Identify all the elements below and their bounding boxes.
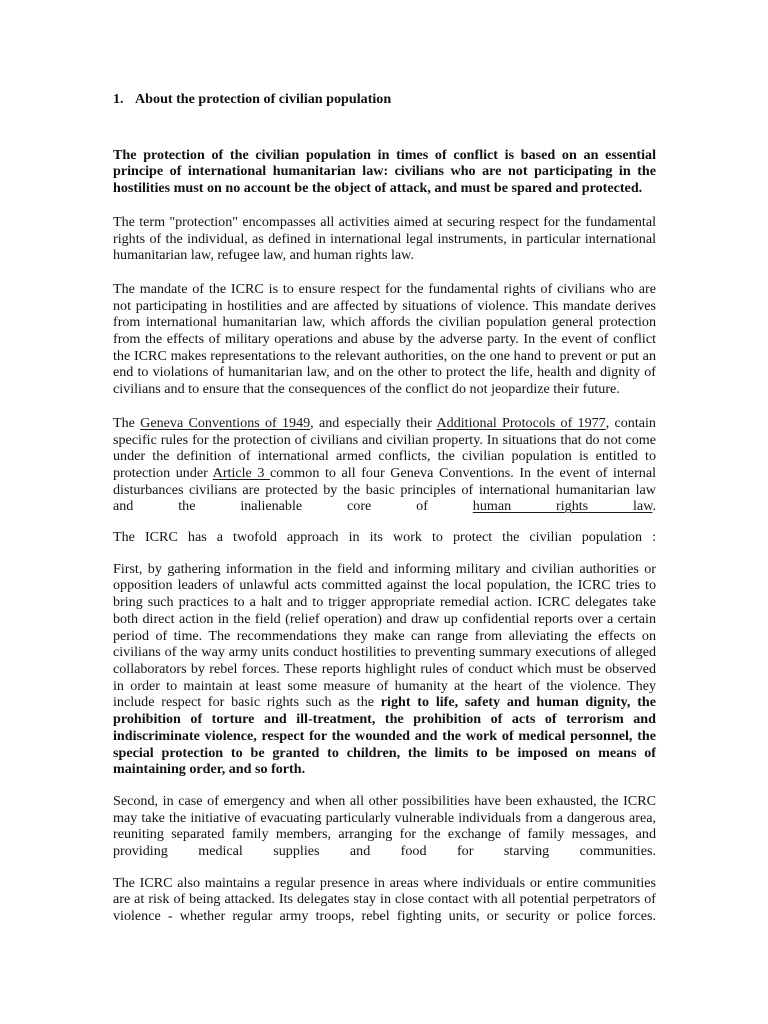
regular-presence-paragraph: The ICRC also maintains a regular presence in areas where individuals or entire communities are at risk of being attacked. Its delegates stay in close contact with all potential perpetrators of violence - whether regular army troops, rebel fighting units, or security or police forces. xyxy=(113,874,656,925)
first-approach-paragraph: First, by gathering information in the field and informing military and civilian authorities or opposition leaders of unlawful acts committed against the local population, the ICRC tries to bring such practices to a halt and to trigger appropriate remedial action. ICRC delegates take both direct action in the field (relief operation) and draw up confidential reports over a certain period of time. The recommendations they make can range from alleviating the effects on civilians of the way army units conduct hostilities to preventing summary executions of alleged collaborators by rebel forces. These reports highlight rules of conduct which must be observed in order to maintain at least some measure of humanity at the heart of the violence. They include respect for basic rights such as the right to life, safety and human dignity, the prohibition of torture and ill-treatment, the prohibition of acts of terrorism and indiscriminate violence, respect for the wounded and the work of medical personnel, the special protection to be granted to children, the limits to be imposed on means of maintaining order, and so forth. xyxy=(113,560,657,778)
human-rights-law-link[interactable]: human rights law xyxy=(472,498,653,515)
article-3-link[interactable]: Article 3 xyxy=(212,464,271,481)
section-title: About the protection of civilian population xyxy=(135,91,392,107)
geneva-conventions-paragraph: The Geneva Conventions of 1949, and especially their Additional Protocols of 1977, contain specific rules for the protection of civilians and civilian property. In situations that do not come under the definition of international armed conflicts, the civilian population is entitled to protection under Article 3 common to all four Geneva Conventions. In the event of internal disturbances civilians are protected by the basic principles of international humanitarian law and the inalienable core of human rights law. xyxy=(113,414,656,515)
intro-paragraph: The protection of the civilian population in times of conflict is based on an essential principe of international humanitarian law: civilians who are not participating in the hostilities must on no account be the object of attack, and must be spared and protected. xyxy=(113,146,656,197)
protection-definition-paragraph: The term "protection" encompasses all activities aimed at securing respect for the fundamental rights of the individual, as defined in international legal instruments, in particular international humanitarian law, refugee law, and human rights law. xyxy=(113,213,656,264)
basic-rights-list: right to life, safety and human dignity, the prohibition of torture and ill-treatment, the prohibition of acts of terrorism and indiscriminate violence, respect for the wounded and the work of medical personnel, the special protection to be granted to children, the limits to be imposed on means of maintaining order, and so forth. xyxy=(113,694,657,778)
additional-protocols-link[interactable]: Additional Protocols of 1977 xyxy=(436,414,606,431)
twofold-approach-paragraph: The ICRC has a twofold approach in its work to protect the civilian population : xyxy=(113,529,656,546)
geneva-conventions-link[interactable]: Geneva Conventions of 1949 xyxy=(140,414,311,431)
icrc-mandate-paragraph: The mandate of the ICRC is to ensure respect for the fundamental rights of civilians who are not participating in hostilities and are affected by situations of violence. This mandate derives from international humanitarian law, which affords the civilian population general protection from the effects of military operations and abuse by the adverse party. In the event of conflict the ICRC makes representations to the relevant authorities, on the one hand to prevent or put an end to violations of humanitarian law, and on the other to protect the life, health and dignity of civilians and to ensure that the consequences of the conflict do not jeopardize their future. xyxy=(113,280,656,398)
section-heading xyxy=(113,91,656,108)
section-number: 1. xyxy=(113,91,124,107)
second-approach-paragraph: Second, in case of emergency and when all other possibilities have been exhausted, the ICRC may take the initiative of evacuating particularly vulnerable individuals from a dangerous area, reuniting separated family members, arranging for the exchange of family messages, and providing medical supplies and food for starving communities. xyxy=(113,792,656,860)
